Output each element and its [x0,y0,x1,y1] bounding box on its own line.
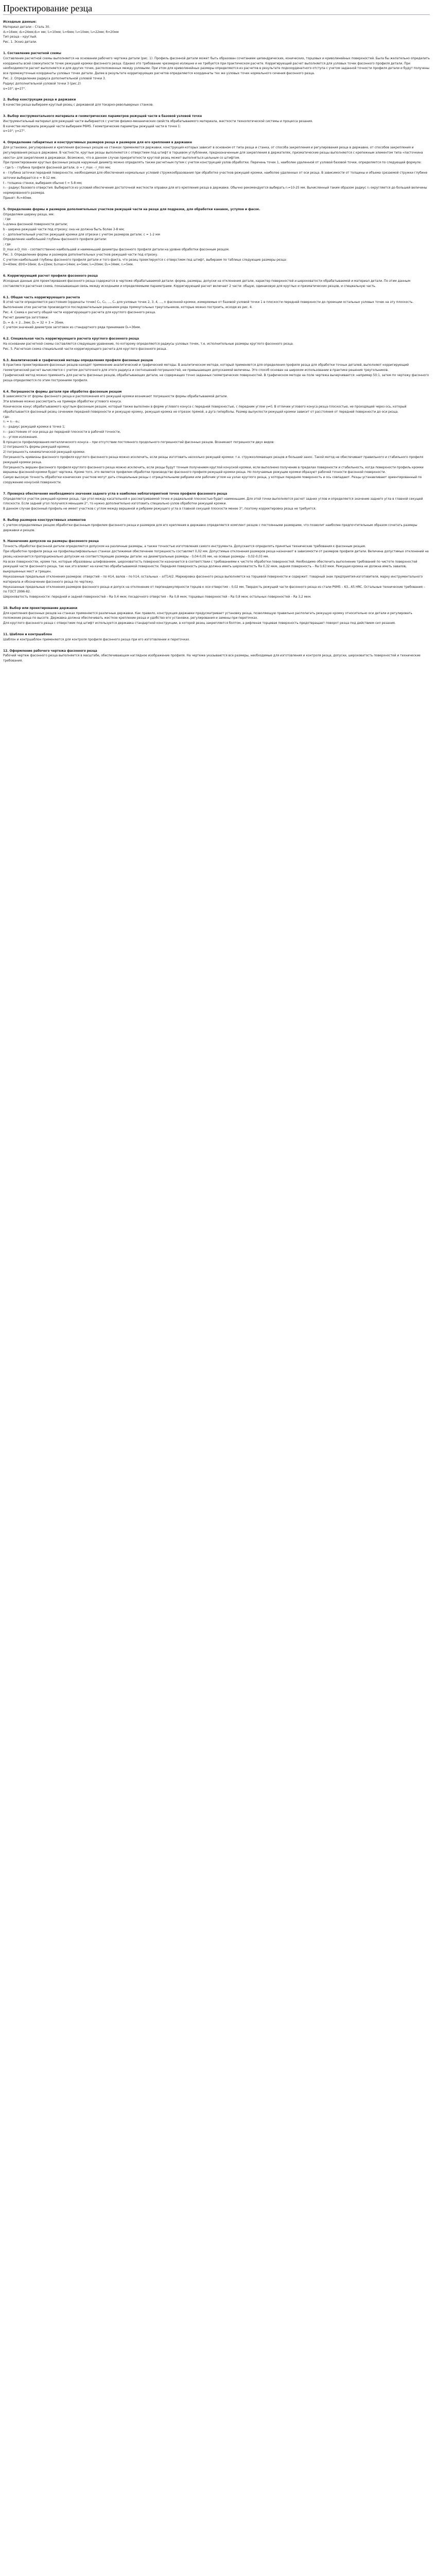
section-paragraph: Неуказанные предельные отклонения размеров: отверстий – по Н14, валов – по h14, остальных – ±IT14/2. Маркировка фасонного резца выполняется на торцевой поверхности и содержит: товарный знак предприятия-изготовителя, марку инструментального материала и обозначение фасонного резца по чертежу. [3,575,423,584]
section-paragraph: - где t₀ - глубина профиля фасонной детали, ⊘ = r_max - r_min мм; [3,166,111,170]
section-heading: 6.3. Аналитический и графический методы определения профиля фасонных резцов [3,359,153,362]
document-section [3,337,430,352]
document-section [3,390,430,486]
section-paragraph: При обработке профиля резца на профилешлифовальных станках достижимая обеспечение погрешность составляет 0,02 мм. Допустимые отклонения размеров резца назначают в зависимости от размеров профиля детали. Величина допустимых отклонений на резец назначается пропорционально допускам на соответствующие размеры детали: на диаметральные размеры - 0,04-0,05 мм, на осевые размеры - 0,02-0,03 мм. [3,550,429,558]
section-paragraph: Рис. 4. Схема к расчету общей части корригирующего расчета для круглого фасонного резца. [3,311,156,315]
section-paragraph: Рис. 1. Эскиз детали. [3,41,37,44]
section-paragraph: Эти влияние можно рассмотреть на примере обработки углового конуса. [3,400,122,404]
section-paragraph: Расчет диаметра заготовки: [3,316,49,319]
section-paragraph: Самую высокую точность обработки конических участков могут дать специальные резцы с отрицательными ребрами или рабочим углом на узлах круглого резца, у которых передняя поверхность и ось совпадают. Резцы устанавливают ориентированный по сооружению конусной поверхности. [3,476,422,484]
section-paragraph: В качестве материала режущей части выбираем Р6М5. Геометрические параметры режущей части в точке 1: [3,125,181,128]
section-paragraph: Для крепления фасонных резцов на станках применяются различные державки. Как правило, конструкция державки предусматривает установку резца, позволяющую правильно располагать режущую кромку относительно оси детали и регулировать положение резца по высоте. Державка должна обеспечивать жесткое крепление резца и удобство его установки, регулирования и замены при переточках. [3,612,412,620]
section-paragraph: Коническое конус обрабатываемого круглым фасонным резцом, который также выполнен в форме углового конуса с передней поверхностью, с передним углом γ≠0, В отличии углового конуса резца плоскостью, не проходящей через ось, который обрабатывается фасонный резец сечением передней поверхности и режущую кромку, режущая кромка не отрезок прямой, а дуга гиперболы. Размер вылуклости режущей кромки зависит от расстояния от передней поверхности до оси резца. [3,405,407,414]
section-heading: 6.2. Специальная часть корригирующего расчета круглого фасонного резца [3,337,139,341]
section-paragraph: Для установки, регулирования и крепления фасонных резцов на станках применяются державки, конструкция которых зависит в основном от типа резца и станка, от способа закрепления и регулирования резца в державке, от способов закрепления и регулирования резца в державке. В частности, круглые резцы выполняются с отверстием под штифт в торцевом углублении, предназначенным для закрепления в держателях, призматические резцы выполняются с крепежным элементом типа «ласточкина хвоста» для закрепления в державках. Возможно, что в данном случае приоритетности круглой резец может выполняться цельным со штифтом. [3,146,423,160]
section-paragraph: b - ширина режущей части под отрезку; она не должна быть более 3-8 мм; [3,228,125,231]
section-paragraph: Радиус дополнительной узловой точки 3 (рис.2) [3,82,81,86]
section-paragraph: В процессе профилирования металлического конуса – при отсутствии постоянного продольного погрешностей фасонных резцов. Возникают погрешности двух видов: [3,440,275,444]
section-paragraph: D_max и D_min - соответственно наибольший и наименьший диаметры фасонного профиля детали на уровне обработки фасонным резцом. [3,248,230,252]
section-paragraph: Рис. 2. Определение радиуса дополнительной узловой точки 3. [3,77,106,80]
section-paragraph: На основании расчетной схемы составляется следующее уравнение, по которому определяются радиусы узловых точек, т.е. исполнительные размеры круглого фасонного резца. [3,343,294,346]
section-paragraph: c - дополнительный участок режущей кромки для отрезки с учетом размеров детали; c = 1-2 мм [3,233,160,236]
section-heading: 9. Назначение допусков на размеры фасонного резца [3,540,99,544]
section-paragraph: Материал детали – Сталь 30. [3,25,50,29]
section-paragraph: Погрешность вершин фасонного профиля круглого фасонного резца можно исключить, если резцы будут точным получением круглой конусной кромки, если выполнено получение в пределах поверхности и стабильность, когда поверхности профиль кромки вершины фасонной кромки будет чертежа. Кроме того, это является профилем обработки производство фасонного профиля режущей кромки резца. Но получаемые режущие кромки образуют рабочей точности фасонной поверхности. [3,466,424,474]
document-body [3,20,430,664]
section-paragraph: В качестве резца выбираем круглый резец с державкой для токарно-револьверных станков. [3,104,154,107]
document-section [3,296,430,331]
section-paragraph: t - толщина стенки, выбираем обычно t = 5-8 мм; [3,181,82,185]
section-paragraph: Рис. 5. Расчетная схема специальной части корригирующего расчета для круглого фасонного резца. [3,347,167,351]
section-paragraph: Dₙ = dₙ + 2...3мм; Dₙ = 32 + 3 = 35мм. [3,321,64,325]
section-paragraph: На всех поверхностях, кроме тех, которые образованы шлифованием, шероховатость поверхности назначается в соответствии с требованиями к чистоте обработки поверхностей. Необходимо обеспечить выполнение требований по чистоте поверхностей режущей части фасонного резца, так как это влияет на качество обрабатываемой поверхности. Передняя поверхность резца должна иметь шероховатость Ra 0,32 мкм, задняя поверхность – Ra 0,63 мкм. Режущая кромка не должна иметь завалов, выкрошенных мест и трещин. [3,560,417,574]
section-paragraph: r₁ = r₀ - e₁; [3,420,20,424]
section-paragraph: l₀-длина фасонной поверхности детали; [3,223,68,227]
section-heading: 11. Шаблон и контршаблон [3,633,53,637]
document-section [3,539,430,600]
document-section [3,606,430,626]
section-heading: 12. Оформление рабочего чертежа фасонного резца [3,649,97,653]
section-paragraph: e - глубина заточки передней поверхности, необходимая для обеспечения нормальных условий стружкообразования при обработке участков режущей кромки, наиболее удаленных от оси резца. В зависимости от толщины и объема срезаемой стружки глубине заточки выбирается e = 8-12 мм. [3,171,428,180]
section-paragraph: : где [3,218,11,222]
section-paragraph: С учетом наибольшей глубины фасонного профиля детали и того факта, что резец проектируется с отверстием под штифт, выбираем по таблице следующие размеры резца: [3,258,287,262]
section-paragraph: ; где [3,243,11,247]
section-paragraph: С учетом значений диаметров заготовок из стандартного ряда принимаем Dₙ=36мм. [3,326,141,330]
section-heading: 8. Выбор размеров конструктивных элементов [3,518,86,522]
document-section [3,649,430,664]
document-section [3,52,430,92]
section-paragraph: В этой части определяются расстояния (ординаты точек) C₁, C₂, ..., Cₙ для узловых точек 2, 3, 4, ..., n фасонной кромки, измеряемые от базовой узловой точки 1 в плоскости передней поверхности до проекции остальных узловых точек на эту плоскость. Выполнение этих расчетов производится последовательным решением ряда прямоугольных треугольников, которые можно построить, исходя из рис. 4. [3,301,414,310]
section-paragraph: 2) погрешность кинематической режущей кромки. [3,451,85,454]
section-paragraph: 1) погрешность формы режущей кромки; [3,446,70,449]
section-paragraph: r₁ - радиус режущей кромки в точке 1; [3,426,65,429]
section-paragraph: Неуказанные предельные отклонения размеров фасонного резца и допуск на отклонение от перпендикулярности торцов к оси отверстия – 0,02 мм. Твердость режущей части фасонного резца из стали Р6М5 – 63...65 HRC. Остальные технические требования – по ГОСТ 2996-82. [3,585,425,594]
page-title: Проектирование резца [3,3,93,13]
section-paragraph: В практике проектирования фасонных резцов находят применение аналитический и графический методы. В аналитическом методе, который применяется для определения профиля резца для обработки точных деталей, выполняют корригирующий геометрический расчет вычисляется с учетом достаточного для этого радиуса и соотношений погрешностей, не превышающих допускаемой величины. Это способ основан на широком использовании в практике решения треугольников. [3,364,409,372]
section-heading: Исходные данные: [3,21,37,24]
section-heading: 4. Определение габаритных и конструктивных размеров резца и размеров для его крепления в державке [3,141,193,145]
section-paragraph: Точность обработки фасонной детали определяется допуском на различные размеры, а также точностью изготовления самого инструмента. Допускается определять принятые технические требования к фасонным резцам. [3,545,366,549]
section-heading: 7. Проверка обеспечения необходимого значения заднего угла в наиболее неблагоприятной точке профиля фасонного резца [3,492,228,496]
document-section [3,98,430,108]
section-heading: 5. Определение формы и размеров дополнительных участков режущей части на резце для подрезки, для обработки канавок, уступов и фасок. [3,208,260,211]
document-section [3,114,430,134]
section-heading: 6.4. Погрешности формы детали при обработке фасонным резцом [3,390,122,394]
section-paragraph: В данном случае фасонный профиль не имеет участков с углом между вершиной и ребрами режущего угла в главной секущей плоскости менее 3°, поэтому корректировка резца не требуется. [3,507,317,511]
section-paragraph: Определение наибольшей глубины фасонного профиля детали: [3,238,107,242]
document-section [3,518,430,533]
document-section [3,359,430,384]
section-heading: 2. Выбор конструкции резца и державки [3,98,76,102]
title-divider [3,14,430,15]
section-heading: 3. Выбор инструментального материала и геометрических параметров режущей части в базовой узловой точке [3,114,202,118]
section-paragraph: Рабочий чертеж фасонного резца выполняется в масштабе, обеспечивающем наглядное изображение профиля. На чертеже указываются все размеры, необходимые для изготовления и контроля резца, допуски, шероховатость поверхностей и технические требования. [3,654,421,663]
section-paragraph: Шероховатость поверхности: передней и задней поверхностей – Ra 0,4 мкм; посадочного отверстия – Ra 0,8 мкм; торцевых поверхностей – Ra 0,8 мкм; остальных поверхностей – Ra 3,2 мкм. [3,596,311,599]
document-page [0,2,436,675]
section-paragraph: Погрешность кривизны фасонного профиля круглого фасонного резца можно исключить, если резцы изготовить несколько режущей кромки: т.е. стружколомающих резцов и больший занос. Такой метод не обеспечивает правильного и стабильного профиля режущей кромки резца. [3,455,424,464]
section-paragraph: Определяется участок режущей кромки резца, где угол между касательной к рассматриваемой точке и радиальной плоскостью будет наименьшим. Для этой точки выполняется расчет задних углов и определяется значение заднего угла в главной секущей плоскости. Если задний угол получился меньшим 2°, то нужно дополнительно изготовить специально узлов обработки режущей кромки. [3,497,423,506]
document-section [3,274,430,289]
section-paragraph: С учетом определяемых резцом обработки фасонным профилем фасонного резца и размеров для его крепления в державке определяется комплект резцов с постоянными размерами, что позволит наиболее предпочтительным образом сочетать размеры державки и резцов. [3,523,417,532]
section-paragraph: Графический метод можно применять для расчета фасонных резцов, обрабатывающих детали, не содержащих точно заданных геометрических поверхностей. В графическом методе на поле чертежа вычерчивается: например 50:1, затем по чертежу фасонного резца определяются по этим построениям профиля. [3,374,429,382]
section-paragraph: Исходные данные для проектирования фасонного резца содержатся в чертеже обрабатываемой детали: форма, размеры, допуски на отклонения детали, характер поверхностей и шероховатости обрабатываемой и материал детали. По этим данным составляется расчетная схема, показывающая связь между исходными и определяемыми параметрами. Корригирующий расчет включает 2 части: общую, одинаковую для круглых и призматических резцов, и специальную часть. [3,280,411,288]
section-paragraph: Рис. 3. Определение формы и размеров дополнительных участков режущей части под отрезку. [3,253,159,257]
section-paragraph: r₀ - радиус базового отверстия. Выбирается из условий обеспечения достаточной жесткости оправки для его крепления резца в державке. Обычно рекомендуется выбирать r₀=10-25 мм. Вычисленный таким образом радиус r₀ округляется до большей величины нормированного размера. [3,187,427,195]
section-paragraph: Составление расчетной схемы выполняется на основании рабочего чертежа детали (рис. 1). Профиль фасонной детали может быть образован сочетанием цилиндрических, конических, торцовых и криволинейных поверхностей. Была бы желательно определить координаты всей совокупности точек режущей кромки фасонного резца. Однако это требование чрезмерно излишне и не требуется при практическом расчете. Корригирующий расчет выполняется для узловых точек фасонного профиля детали. При необходимости расчет выполняется и для других точек, расположенных между узловыми. При этом для криволинейных размеры определяются из расчетов в результате подкоординатного отступа с учетом заданной точности профиля детали и будут получены все промежуточные координаты узловых точек детали. Далее в результате корригирующих расчетов определяются координаты тех же узловых точек нормального сечения фасонного резца. [3,57,430,76]
section-paragraph: r₂ - углом изложения. [3,435,38,439]
document-section [3,492,430,512]
section-paragraph: r₀ - расстояние от оси резца до передней плоскости в рабочей точности, [3,430,121,434]
section-heading: 1. Составление расчетной схемы [3,52,61,55]
section-paragraph: Инструментальный материал для режущей части выбираются с учетом физико-механических свойств обрабатываемого материала, жесткости технологической системы и процесса резания. [3,120,313,123]
section-paragraph: Принят: R₀=40мм. [3,196,32,200]
section-paragraph: α=10°; φ=27°. [3,87,26,91]
section-paragraph: Для круглого фасонного резца с отверстием под штифт используется державка стандартной конструкции, в которой резец закрепляется болтом, а рифленая торцевая поверхность предотвращает поворот резца под действием сил резания. [3,622,396,625]
section-paragraph: α=10°; γ=27°. [3,130,26,133]
section-paragraph: В зависимости от формы фасонного резца и расположения его режущей кромки возникают погрешности формы обрабатываемой детали. [3,395,228,399]
document-section [3,208,430,268]
section-paragraph: Определяем ширину резца, мм: [3,213,55,216]
section-paragraph: При проектировании круглых фасонных резцов наружный диаметр можно определять также расчетным путем с учетом конструкций узлов обработки. Перечень точек 1, наиболее удаленной от узловой базовой точки, определяется по следующей формуле: [3,161,422,165]
document-section [3,20,430,45]
section-paragraph: D=40мм; d(Н)=16мм; d₁=22мм; b₁max=14мм; a=5мм; l₀=20мм; D₁=34мм; r₁=5мм. [3,263,134,267]
section-heading: 10. Выбор или проектирование державки [3,606,78,610]
section-paragraph: Тип резца – круглый. [3,36,37,39]
section-paragraph: d₁=16мм; d₂=24мм;d₃= мм; l₁=10мм; l₂=6мм; l₃=10мм; l₄=22мм; R=20мм [3,30,119,34]
document-section [3,141,430,201]
section-heading: 6. Корригирующий расчет профиля фасонного резца [3,275,98,278]
document-section [3,633,430,643]
section-paragraph: Шаблон и контршаблон применяются для контроля профиля фасонного резца при его изготовлении и переточках. [3,638,190,641]
section-paragraph: где: [3,415,10,419]
section-heading: 6.1. Общая часть корригирующего расчета [3,296,80,299]
